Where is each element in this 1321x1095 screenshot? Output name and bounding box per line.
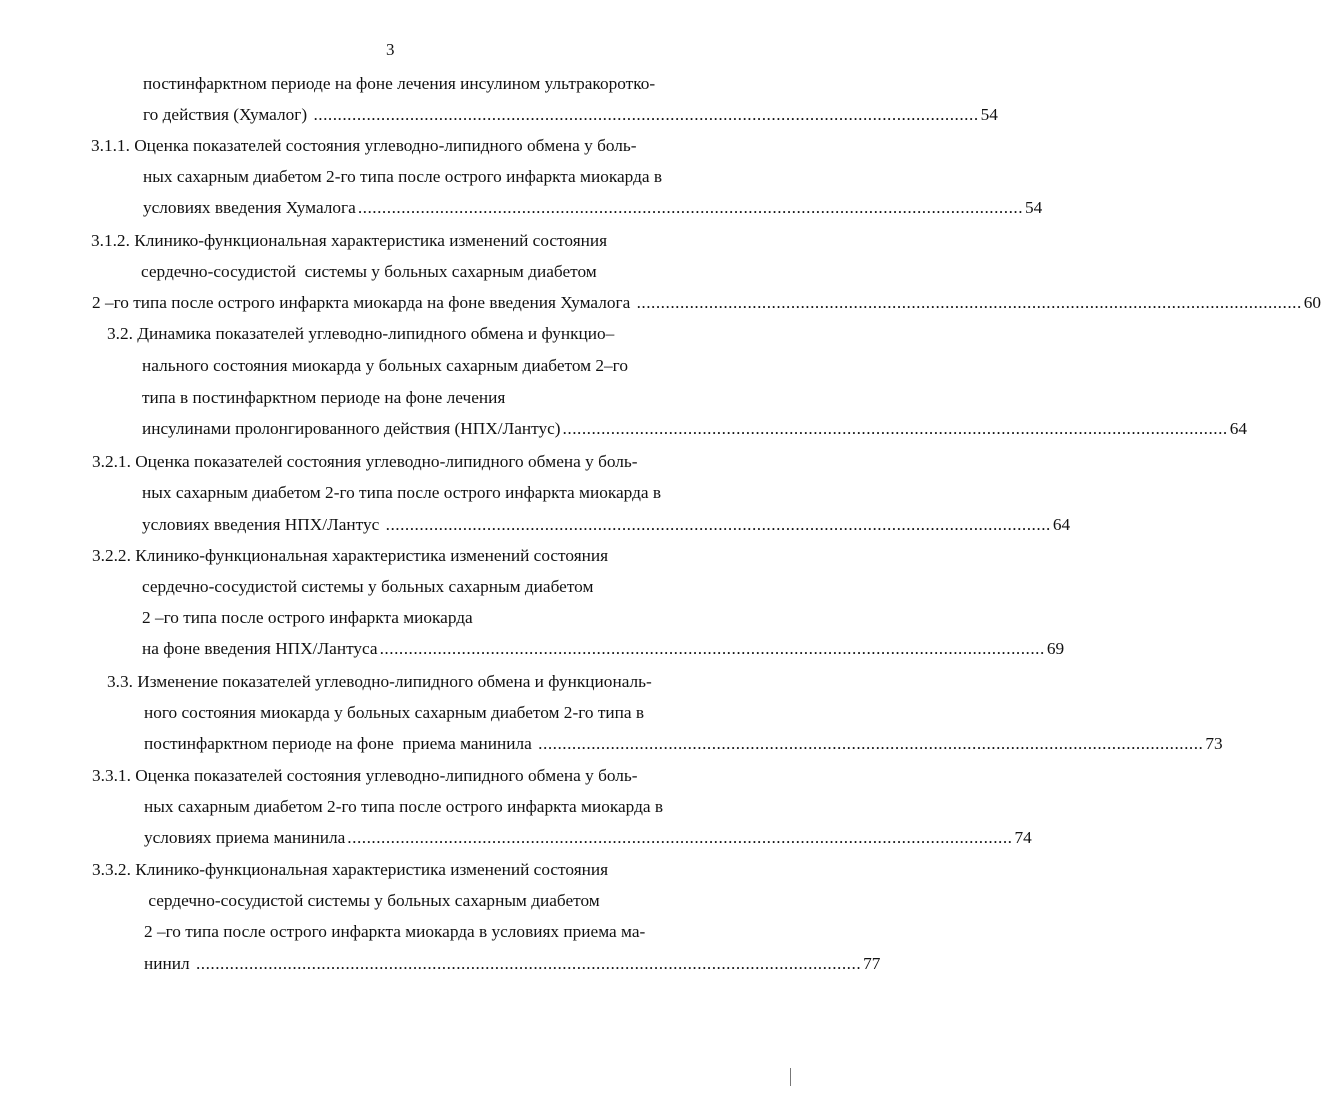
- leader-dots: ..........................................................................................................................................: [313, 105, 979, 124]
- toc-text: типа в постинфарктном периоде на фоне лечения: [142, 388, 506, 407]
- toc-text: ных сахарным диабетом 2-го типа после острого инфаркта миокарда в: [143, 167, 663, 186]
- toc-text: сердечно-сосудистой системы у больных сахарным диабетом: [141, 262, 597, 281]
- toc-line: [91, 229, 758, 253]
- toc-text: сердечно-сосудистой системы у больных сахарным диабетом: [142, 577, 594, 596]
- leader-dots: ..........................................................................................................................................: [347, 828, 1013, 847]
- toc-page-number: 69: [1046, 639, 1065, 658]
- toc-text: 3.3. Изменение показателей углеводно-липидного обмена и функциональ-: [107, 672, 652, 691]
- leader-dots: ..........................................................................................................................................: [195, 954, 862, 973]
- toc-line: [142, 354, 758, 378]
- toc-text: нального состояния миокарда у больных сахарным диабетом 2–го: [142, 356, 628, 375]
- toc-line: [92, 858, 758, 882]
- toc-line: [107, 322, 758, 346]
- toc-text: ных сахарным диабетом 2-го типа после острого инфаркта миокарда в: [144, 797, 664, 816]
- toc-text: постинфарктном периоде на фоне приема манинила: [144, 734, 537, 753]
- scan-edge-mark: [790, 1068, 793, 1086]
- toc-line: [142, 481, 758, 505]
- toc-line: [142, 386, 758, 410]
- leader-dots: ..........................................................................................................................................: [538, 734, 1204, 753]
- toc-text: на фоне введения НПХ/Лантуса: [142, 639, 378, 658]
- toc-line: [142, 575, 758, 599]
- toc-line: [144, 826, 1032, 850]
- toc-page-number: 60: [1303, 293, 1321, 312]
- toc-page-number: 64: [1229, 419, 1248, 438]
- toc-text: 3.1.1. Оценка показателей состояния углеводно-липидного обмена у боль-: [91, 136, 637, 155]
- leader-dots: ..........................................................................................................................................: [357, 198, 1024, 217]
- toc-text: условиях введения НПХ/Лантус: [142, 515, 384, 534]
- toc-line: [107, 670, 758, 694]
- toc-page-number: 74: [1014, 828, 1032, 847]
- toc-text: 3.2. Динамика показателей углеводно-липидного обмена и функцио–: [107, 324, 615, 343]
- leader-dots: ..........................................................................................................................................: [562, 419, 1228, 438]
- toc-text: условиях введения Хумалога: [143, 198, 356, 217]
- toc-text: ного состояния миокарда у больных сахарным диабетом 2-го типа в: [144, 703, 645, 722]
- toc-line: [143, 196, 1043, 220]
- toc-line: [144, 701, 758, 725]
- toc-text: инсулинами пролонгированного действия (НПХ/Лантус): [142, 419, 561, 438]
- leader-dots: ..........................................................................................................................................: [636, 293, 1302, 312]
- toc-text: 2 –го типа после острого инфаркта миокарда в условиях приема ма-: [144, 922, 646, 941]
- toc-text: ных сахарным диабетом 2-го типа после острого инфаркта миокарда в: [142, 483, 662, 502]
- leader-dots: ..........................................................................................................................................: [379, 639, 1045, 658]
- leader-dots: ..........................................................................................................................................: [385, 515, 1051, 534]
- toc-text: 2 –го типа после острого инфаркта миокарда: [142, 608, 473, 627]
- toc-text: 3.1.2. Клинико-функциональная характеристика изменений состояния: [91, 231, 608, 250]
- toc-line: [144, 889, 758, 913]
- toc-line: [92, 450, 758, 474]
- toc-line: [142, 417, 1248, 441]
- toc-text: 3.3.2. Клинико-функциональная характеристика изменений состояния: [92, 860, 609, 879]
- toc-line: [144, 795, 758, 819]
- toc-line: [143, 103, 998, 127]
- toc-text: нинил: [144, 954, 194, 973]
- toc-text: 3.3.1. Оценка показателей состояния углеводно-липидного обмена у боль-: [92, 766, 638, 785]
- page-number: 3: [386, 40, 395, 59]
- toc-text: условиях приема манинила: [144, 828, 346, 847]
- toc-page-number: 73: [1205, 734, 1223, 753]
- toc-line: [144, 952, 881, 976]
- toc-line: [143, 165, 758, 189]
- toc-line: [141, 260, 758, 284]
- toc-line: [142, 637, 1065, 661]
- toc-line: [144, 920, 758, 944]
- toc-line: [91, 134, 758, 158]
- toc-line: [92, 291, 1321, 315]
- toc-line: [144, 732, 1223, 756]
- toc-line: [142, 606, 758, 630]
- toc-page-number: 64: [1052, 515, 1071, 534]
- toc-page-number: 77: [863, 954, 881, 973]
- toc-page-number: 54: [1025, 198, 1043, 217]
- toc-page-number: 54: [980, 105, 998, 124]
- toc-line: [143, 72, 758, 96]
- toc-text: го действия (Хумалог): [143, 105, 312, 124]
- toc-line: [142, 513, 1071, 537]
- toc-line: [92, 764, 758, 788]
- toc-text: 3.2.2. Клинико-функциональная характеристика изменений состояния: [92, 546, 609, 565]
- toc-text: постинфарктном периоде на фоне лечения инсулином ультракоротко-: [143, 74, 656, 93]
- toc-text: сердечно-сосудистой системы у больных сахарным диабетом: [144, 891, 600, 910]
- toc-text: 3.2.1. Оценка показателей состояния углеводно-липидного обмена у боль-: [92, 452, 638, 471]
- toc-line: [92, 544, 758, 568]
- toc-text: 2 –го типа после острого инфаркта миокарда на фоне введения Хумалога: [92, 293, 635, 312]
